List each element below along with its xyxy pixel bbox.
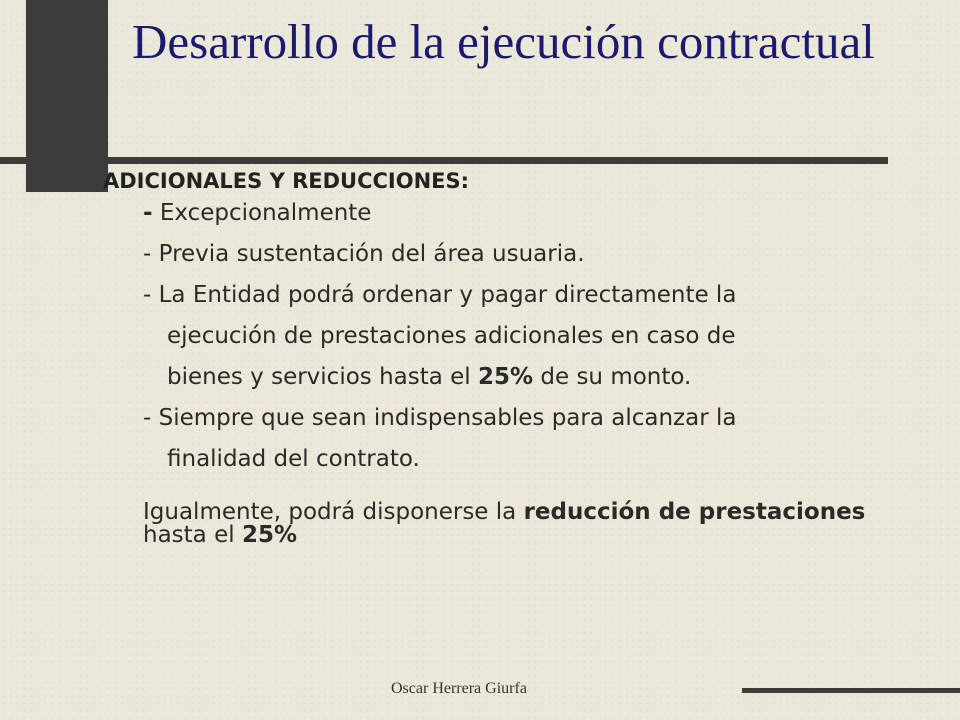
- section-heading: ADICIONALES Y REDUCCIONES:: [103, 169, 470, 193]
- closing-text: hasta el: [143, 522, 242, 548]
- closing-text: Igualmente, podrá disponerse la: [143, 499, 524, 525]
- bullet-text: Excepcionalmente: [152, 200, 372, 226]
- closing-bold-term: reducción de prestaciones: [523, 499, 866, 525]
- footer-author: Oscar Herrera Giurfa: [391, 680, 527, 697]
- bullet-entidad-line3: [143, 366, 873, 389]
- closing-paragraph: [143, 501, 873, 547]
- percentage-value: 25%: [241, 522, 297, 548]
- bullet-text: de su monto.: [533, 364, 692, 390]
- bullet-dash: -: [143, 200, 153, 226]
- bullet-entidad-line2: ejecución de prestaciones adicionales en caso de: [167, 323, 736, 349]
- bullet-text: bienes y servicios hasta el: [167, 364, 479, 390]
- bullet-indispensables-line1: - Siempre que sean indispensables para alcanzar la: [143, 405, 737, 431]
- percentage-value: 25%: [478, 364, 534, 390]
- footer-divider: [742, 688, 960, 693]
- bullet-entidad-line1: - La Entidad podrá ordenar y pagar directamente la: [143, 282, 737, 308]
- title-divider: [0, 157, 888, 164]
- bullet-excepcionalmente: [143, 202, 873, 225]
- slide-body: [143, 202, 873, 547]
- bullet-sustentacion: - Previa sustentación del área usuaria.: [143, 241, 585, 267]
- slide-title: Desarrollo de la ejecución contractual: [132, 14, 875, 69]
- bullet-indispensables-line2: finalidad del contrato.: [167, 446, 420, 472]
